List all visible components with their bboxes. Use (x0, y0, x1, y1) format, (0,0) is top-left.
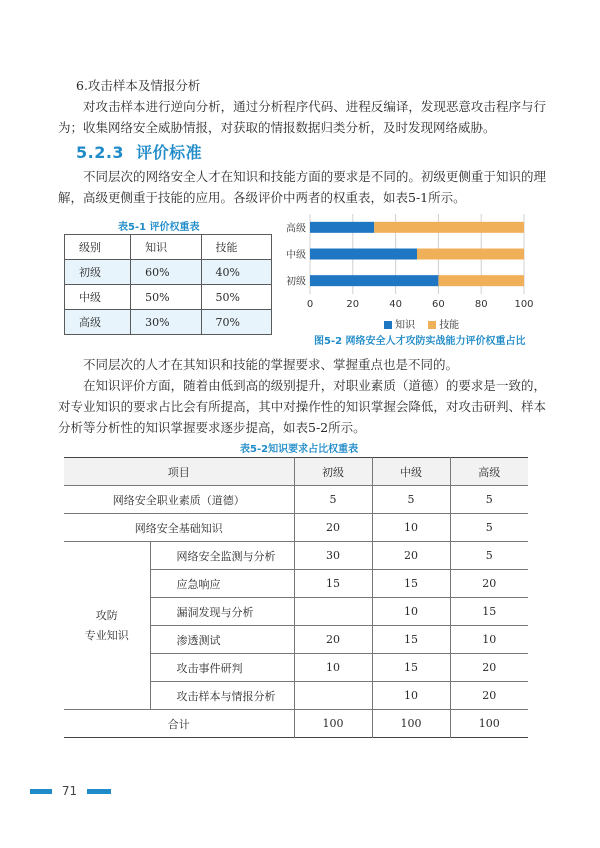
table-cell: 网络安全职业素质（道德） (64, 486, 294, 514)
table-cell: 初级 (65, 260, 131, 285)
table2-caption: 表5-2知识要求占比权重表 (240, 444, 359, 455)
table-header-cell: 知识 (131, 235, 201, 260)
para3 (58, 375, 546, 438)
table-cell: 15 (372, 570, 450, 598)
x-tick-label: 80 (474, 299, 488, 310)
x-tick-label: 60 (432, 299, 445, 310)
table-5-1 (64, 234, 272, 335)
table-cell: 5 (450, 486, 528, 514)
table-total-row (64, 710, 528, 738)
legend-item-knowledge (384, 320, 415, 331)
table-cell: 应急响应 (150, 570, 294, 598)
table-cell: 15 (372, 654, 450, 682)
table-cell: 100 (294, 710, 372, 738)
subsection-heading-6: 6.攻击样本及情报分析 (76, 78, 201, 93)
legend-swatch (428, 321, 436, 329)
legend-item-skill (428, 320, 459, 331)
para2-text: 不同层次的人才在其知识和技能的掌握要求、掌握重点也是不同的。 (83, 357, 459, 372)
table-cell: 攻击事件研判 (150, 654, 294, 682)
bar-segment (310, 275, 438, 286)
group-label-line: 专业知识 (84, 628, 129, 642)
table-header-cell: 级别 (65, 235, 131, 260)
table-5-2 (64, 457, 528, 738)
y-tick-label: 中级 (286, 250, 306, 261)
table-header-cell: 中级 (372, 458, 450, 486)
table-cell: 20 (372, 542, 450, 570)
weight-bar-chart (282, 208, 542, 320)
table-header-cell: 高级 (450, 458, 528, 486)
y-tick-label: 初级 (286, 276, 306, 288)
footer-accent-bar (87, 789, 111, 794)
bar-segment (417, 249, 524, 260)
table1-caption: 表5-1 评价权重表 (118, 222, 200, 233)
table-cell: 15 (294, 570, 372, 598)
table-cell: 10 (372, 598, 450, 626)
chart-caption: 图5-2 网络安全人才攻防实战能力评价权重占比 (314, 336, 526, 347)
table-cell: 30% (131, 310, 201, 335)
table-cell: 5 (294, 486, 372, 514)
table-cell: 20 (450, 682, 528, 710)
table-header-cell: 技能 (201, 235, 271, 260)
page-footer (30, 784, 111, 798)
bar-segment (310, 249, 417, 260)
x-tick-label: 100 (514, 299, 534, 310)
bar-segment (374, 222, 524, 233)
x-tick-label: 0 (306, 299, 314, 310)
table-cell (294, 682, 372, 710)
section-number: 5.2.3 (76, 143, 125, 162)
table-cell: 100 (372, 710, 450, 738)
x-tick-label: 40 (389, 299, 402, 310)
table-cell: 50% (201, 285, 271, 310)
table-cell: 60% (131, 260, 201, 285)
intro-text: 不同层次的网络安全人才在知识和技能方面的要求是不同的。初级更侧重于知识的理解，高级更侧重于技能的应用。各级评价中两者的权重表，如表5-1所示。 (58, 169, 546, 205)
table-cell: 15 (450, 598, 528, 626)
table-cell: 30 (294, 542, 372, 570)
legend-swatch (384, 321, 392, 329)
group-label-line: 攻防 (95, 608, 118, 622)
table-cell: 15 (372, 626, 450, 654)
table-cell (294, 598, 372, 626)
table-row (65, 310, 272, 335)
intro-paragraph (58, 166, 546, 208)
table-header-row (65, 235, 272, 260)
table-cell: 5 (450, 542, 528, 570)
x-tick-label: 20 (346, 299, 360, 310)
table-cell: 40% (201, 260, 271, 285)
table-cell: 攻击样本与情报分析 (150, 682, 294, 710)
table-cell: 10 (294, 654, 372, 682)
table-cell: 10 (372, 514, 450, 542)
sec6-body: 对攻击样本进行逆向分析，通过分析程序代码、进程反编译，发现恶意攻击程序与行为；收集网络安全威胁情报，对获取的情报数据归类分析，及时发现网络威胁。 (58, 99, 546, 135)
footer-accent-bar (30, 789, 52, 794)
table-cell: 20 (450, 570, 528, 598)
section-name: 评价标准 (136, 143, 203, 162)
table-cell: 5 (450, 514, 528, 542)
table-row (64, 514, 528, 542)
table-row (65, 285, 272, 310)
table-cell: 高级 (65, 310, 131, 335)
bar-segment (310, 222, 374, 233)
y-tick-label: 高级 (286, 223, 306, 235)
table-cell: 20 (450, 654, 528, 682)
table-cell: 20 (294, 626, 372, 654)
table-cell: 渗透测试 (150, 626, 294, 654)
table-row (64, 486, 528, 514)
legend-label: 技能 (439, 320, 460, 331)
table-cell: 5 (372, 486, 450, 514)
table-cell: 漏洞发现与分析 (150, 598, 294, 626)
table-cell: 中级 (65, 285, 131, 310)
legend-label: 知识 (395, 320, 415, 331)
table-cell: 50% (131, 285, 201, 310)
table-header-cell: 项目 (64, 458, 294, 486)
table-row (64, 542, 528, 570)
page-number: 71 (61, 784, 78, 798)
table-cell: 10 (372, 682, 450, 710)
table-row (65, 260, 272, 285)
table-header-cell: 初级 (294, 458, 372, 486)
chart-legend (384, 316, 469, 331)
table-cell: 70% (201, 310, 271, 335)
section-title (76, 140, 202, 163)
table-header-row (64, 458, 528, 486)
table-cell: 100 (450, 710, 528, 738)
table-cell: 网络安全监测与分析 (150, 542, 294, 570)
group-label-cell (64, 542, 150, 710)
sec6-paragraph (58, 96, 546, 138)
para3-text: 在知识评价方面，随着由低到高的级别提升，对职业素质（道德）的要求是一致的，对专业知识的要求占比会有所提高，其中对操作性的知识掌握会降低，对攻击研判、样本分析等分析性的知识掌握要求逐步提高，如表5-2所示。 (58, 378, 546, 435)
para2 (58, 354, 546, 375)
table-cell: 网络安全基础知识 (64, 514, 294, 542)
table-cell: 10 (450, 626, 528, 654)
table-cell: 合计 (64, 710, 294, 738)
bar-segment (438, 275, 524, 286)
table-cell: 20 (294, 514, 372, 542)
